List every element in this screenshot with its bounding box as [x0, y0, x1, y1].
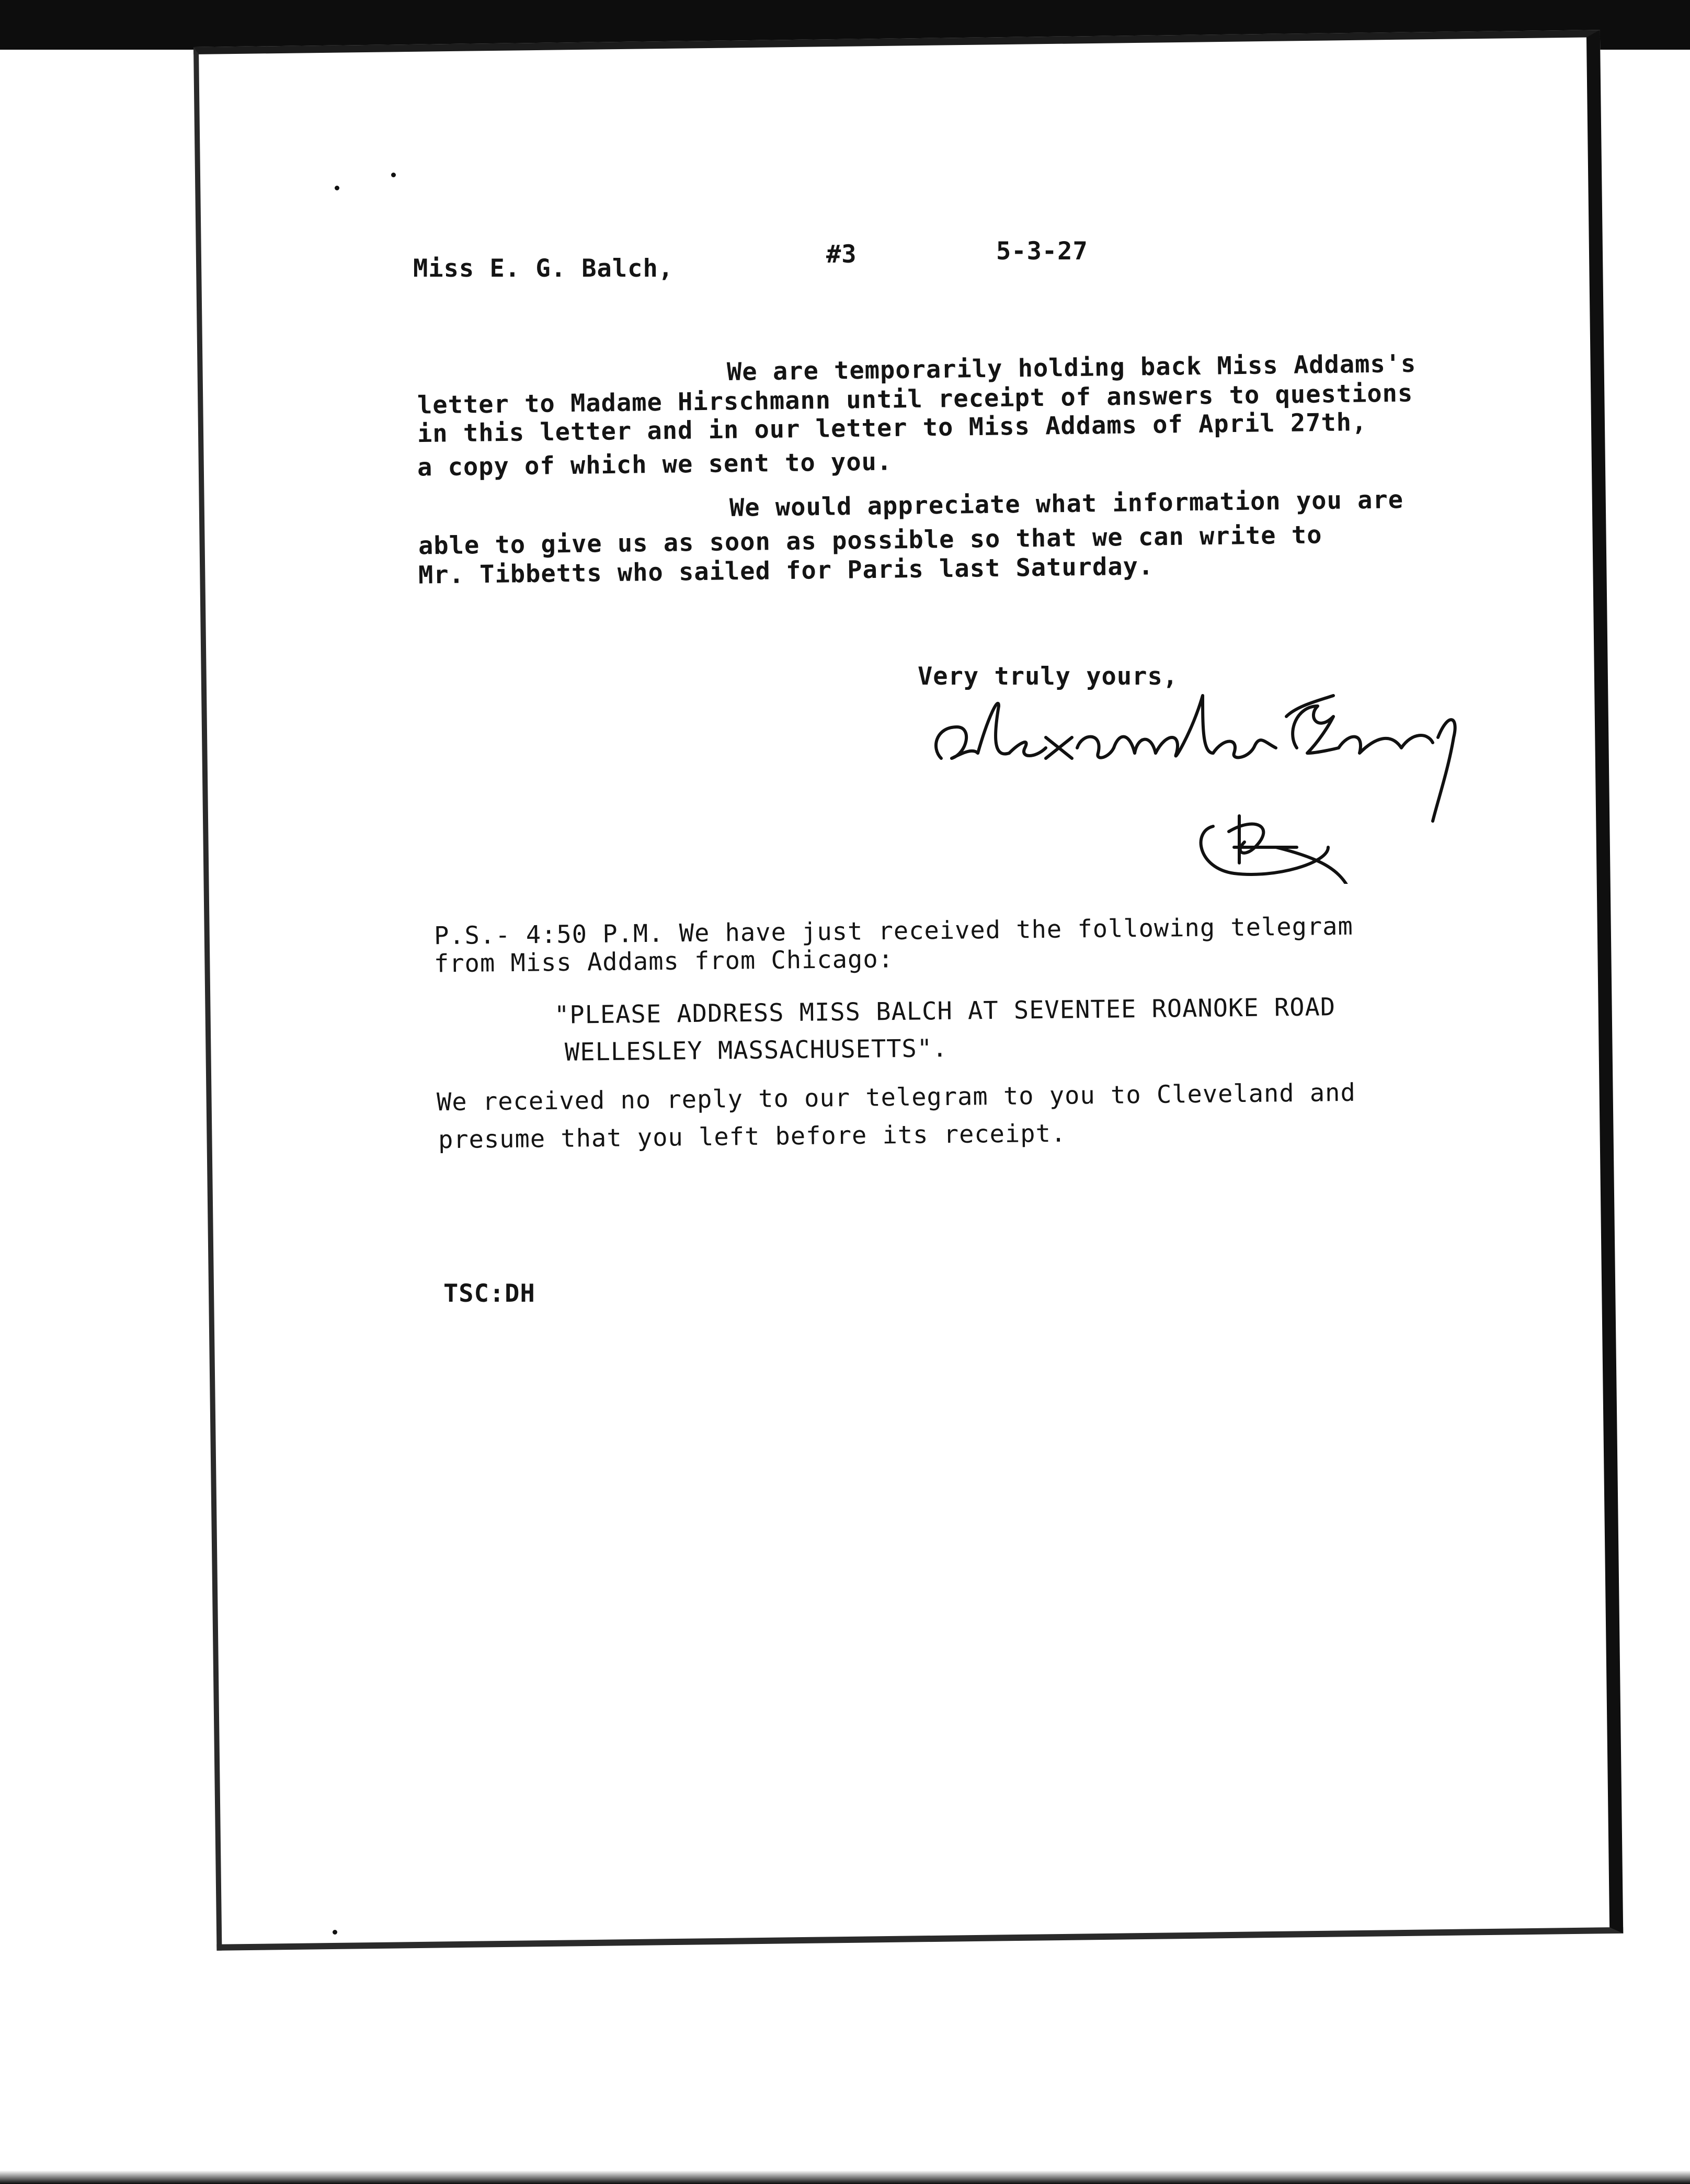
addressee: Miss E. G. Balch, — [413, 254, 674, 283]
letter-sheet — [193, 30, 1623, 1951]
scan-speck — [335, 186, 339, 190]
scan-border-bottom — [0, 2170, 1690, 2184]
postscript2-line2: presume that you left before its receipt. — [438, 1119, 1067, 1155]
scan-speck — [391, 173, 396, 177]
scan-speck — [333, 1930, 337, 1935]
telegram-line1: "PLEASE ADDRESS MISS BALCH AT SEVENTEE ROANOKE ROAD — [554, 993, 1336, 1030]
paragraph1-line2: letter to Madame Hirschmann until receipt of answers to questions — [417, 379, 1413, 420]
paragraph1-line4: a copy of which we sent to you. — [417, 447, 893, 482]
paragraph2-line1: We would appreciate what information you are — [729, 485, 1404, 522]
paragraph1-line1: We are temporarily holding back Miss Addams's — [726, 349, 1417, 387]
postscript-line2: from Miss Addams from Chicago: — [433, 945, 894, 979]
telegram-line2: WELLESLEY MASSACHUSETTS". — [564, 1034, 948, 1067]
reference-initials: TSC:DH — [443, 1279, 535, 1308]
paragraph2-line2: able to give us as soon as possible so that we can write to — [418, 520, 1322, 561]
letter-date: 5-3-27 — [996, 237, 1088, 266]
postscript2-line1: We received no reply to our telegram to you to Cleveland and — [436, 1078, 1356, 1117]
page-number: #3 — [826, 240, 857, 269]
paragraph1-line3: in this letter and in our letter to Miss Addams of April 27th, — [417, 407, 1367, 449]
paragraph2-line3: Mr. Tibbetts who sailed for Paris last Saturday. — [418, 552, 1154, 590]
handwritten-signature — [920, 675, 1480, 884]
closing: Very truly yours, — [918, 662, 1179, 691]
postscript-line1: P.S.- 4:50 P.M. We have just received the following telegram — [433, 912, 1354, 951]
